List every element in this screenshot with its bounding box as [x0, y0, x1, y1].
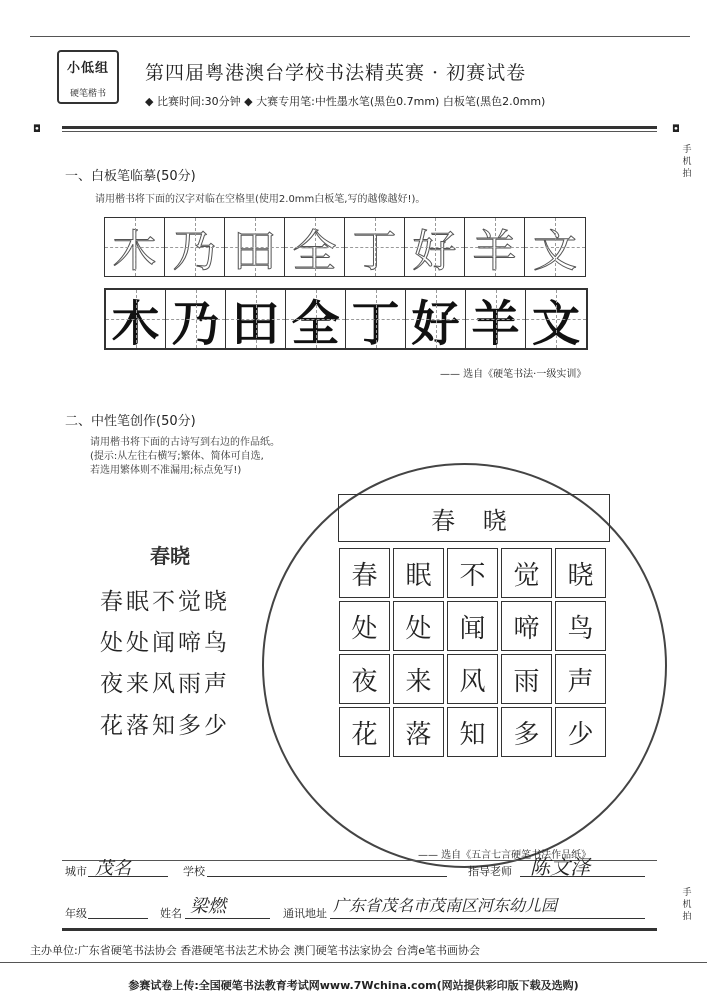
group-badge	[57, 50, 119, 104]
outline-cell: 木	[105, 218, 165, 276]
badge-top: 小低组	[66, 61, 109, 76]
top-border	[30, 36, 690, 37]
badge-bottom: 硬笔楷书	[69, 89, 106, 99]
work-cell: 处	[339, 601, 390, 651]
section2-source: —— 选自《五言七言硬笔书法作品纸》	[418, 850, 592, 861]
poem-line: 处处闻啼鸟	[100, 630, 230, 656]
outline-cell: 全	[285, 218, 345, 276]
outline-cell: 乃	[165, 218, 225, 276]
camera-icon-left: ◘	[33, 124, 41, 135]
bottom-rule	[0, 962, 707, 963]
side-note-bottom: 手机拍	[682, 888, 692, 922]
poem-line: 春眠不觉晓	[100, 589, 230, 615]
work-cell: 风	[447, 654, 498, 704]
section2-instruction-1: 请用楷书将下面的古诗写到右边的作品纸。	[90, 437, 280, 448]
outline-cell: 丁	[345, 218, 405, 276]
section1-instruction: 请用楷书将下面的汉字对临在空格里(使用2.0mm白板笔,写的越像越好!)。	[95, 194, 426, 205]
work-cell: 闻	[447, 601, 498, 651]
organizers: 主办单位:广东省硬笔书法协会 香港硬笔书法艺术协会 澳门硬笔书法家协会 台湾e笔书画协会	[30, 944, 480, 957]
outline-cell: 好	[405, 218, 465, 276]
section1-heading: 一、白板笔临摹(50分)	[65, 169, 196, 184]
city-label: 城市	[65, 865, 87, 878]
written-cell: 乃	[166, 290, 226, 348]
section2-instruction-2: (提示:从左往右横写;繁体、简体可自选,	[90, 451, 264, 462]
written-cell: 全	[286, 290, 346, 348]
handwritten-char-grid	[104, 288, 588, 350]
work-cell: 多	[501, 707, 552, 757]
exam-info: ◆ 比赛时间:30分钟 ◆ 大赛专用笔:中性墨水笔(黑色0.7mm) 白板笔(黑色2.0mm)	[145, 95, 546, 108]
outline-char-grid	[104, 217, 586, 277]
school-label: 学校	[183, 865, 205, 878]
work-cell: 来	[393, 654, 444, 704]
name-value: 梁燃	[190, 896, 226, 917]
header-rule	[62, 126, 657, 129]
grade-label: 年级	[65, 907, 87, 920]
work-cell: 声	[555, 654, 606, 704]
work-cell: 落	[393, 707, 444, 757]
work-title-box: 春 晓	[338, 494, 610, 542]
city-value: 茂名	[95, 858, 131, 879]
poem-line: 花落知多少	[100, 713, 230, 739]
written-cell: 田	[226, 290, 286, 348]
work-cell: 处	[393, 601, 444, 651]
work-cell: 眠	[393, 548, 444, 598]
school-field[interactable]	[207, 858, 447, 877]
written-cell: 羊	[466, 290, 526, 348]
name-label: 姓名	[160, 907, 182, 920]
footer-rule	[62, 928, 657, 931]
camera-icon-right: ◘	[672, 124, 680, 135]
work-grid	[339, 548, 606, 757]
work-cell: 花	[339, 707, 390, 757]
section2-instruction-3: 若选用繁体则不准漏用;标点免写!)	[90, 465, 242, 476]
work-cell: 雨	[501, 654, 552, 704]
poem-line: 夜来风雨声	[100, 671, 230, 697]
work-cell: 少	[555, 707, 606, 757]
section2-heading: 二、中性笔创作(50分)	[65, 414, 196, 429]
work-cell: 知	[447, 707, 498, 757]
upload-notice: 参赛试卷上传:全国硬笔书法教育考试网www.7Wchina.com(网站提供彩印版下载及选购)	[128, 979, 579, 992]
page-title: 第四届粤港澳台学校书法精英赛 · 初赛试卷	[145, 62, 527, 84]
outline-cell: 文	[525, 218, 585, 276]
header-rule-thin	[62, 131, 657, 132]
written-cell: 丁	[346, 290, 406, 348]
work-cell: 觉	[501, 548, 552, 598]
poem-title: 春晓	[150, 544, 190, 568]
outline-cell: 田	[225, 218, 285, 276]
work-cell: 春	[339, 548, 390, 598]
grade-field[interactable]	[88, 900, 148, 919]
written-cell: 好	[406, 290, 466, 348]
outline-cell: 羊	[465, 218, 525, 276]
work-cell: 不	[447, 548, 498, 598]
written-cell: 文	[526, 290, 586, 348]
work-cell: 夜	[339, 654, 390, 704]
section1-source: —— 选自《硬笔书法·一级实训》	[440, 369, 587, 380]
teacher-label: 指导老师	[468, 865, 512, 878]
side-note-top: 手机拍	[682, 145, 692, 179]
teacher-value: 陈文泽	[530, 855, 590, 879]
address-label: 通讯地址	[283, 907, 327, 920]
address-value: 广东省茂名市茂南区河东幼儿园	[333, 896, 558, 915]
work-cell: 鸟	[555, 601, 606, 651]
work-cell: 啼	[501, 601, 552, 651]
work-cell: 晓	[555, 548, 606, 598]
written-cell: 木	[106, 290, 166, 348]
